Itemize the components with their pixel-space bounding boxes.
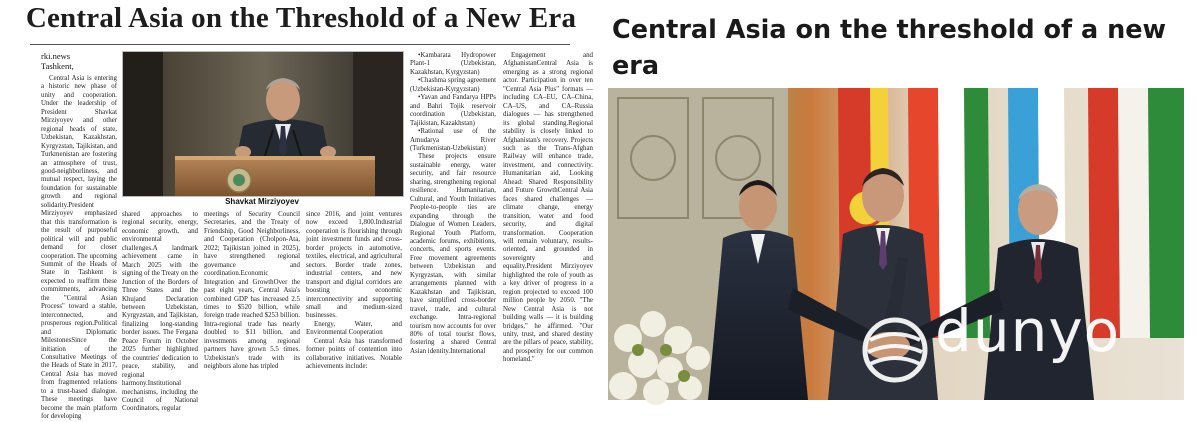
newspaper-clipping <box>0 0 599 421</box>
bullet-yavan: •Yavan and Fandarya HPPs and Bahri Tojik reservoir coordination (Uzbekistan, Tajikistan, Kazakhstan) <box>410 94 496 127</box>
column-4-text-2: Central Asia has transformed former points of contention into collaborative initiatives. Notable achievements include: <box>306 337 402 371</box>
dateline: Tashkent, <box>41 60 74 71</box>
column-5-text: These projects ensure sustainable energy, water security, and fair resource sharing, strengthening regional resilience. Humanitarian, Cultural, and Youth Initiatives People-to-people ties are expanding through the Dialogue of Women Leaders, Regional Youth Platform, academic forums, exhibitions, concerts, and sports events. Free movement agreements between Uzbekistan and Kyrgyzstan, with similar arrangements planned with Kazakhstan and Tajikistan, have simplified cross-border travel, trade, and cultural exchange. Intra-regional tourism now accounts for over 80% of total tourist flows, fostering a shared Central Asian identity.International <box>410 153 496 355</box>
article-column-1 <box>41 75 117 421</box>
article-column-5 <box>410 52 496 415</box>
newspaper-headline: Central Asia on the Threshold of a New Era <box>25 2 577 34</box>
headline-divider <box>30 44 570 45</box>
column-4-subhead: Energy, Water, and Environmental Cooperation <box>306 320 402 337</box>
speaker-photo <box>123 52 403 196</box>
dunyo-logo: dunyo <box>935 297 1121 365</box>
article-column-4 <box>306 211 402 416</box>
column-6-text: Engagement and AfghanistanCentral Asia is emerging as a strong regional actor. Participation in over ten "Central Asia Plus" formats — including CA–EU, CA–China, CA–US, and CA–Russia dialogues — has strengthened its global standing.Regional stability is closely linked to Afghanistan's recovery. Projects such as the Trans-Afghan Railway will enhance trade, investment, and connectivity. Humanitarian aid, Looking Ahead: Shared Responsibility and Future GrowthCentral Asia faces shared challenges — climate change, energy transition, water and food security, and digital transformation. Cooperation will remain voluntary, results-oriented, and grounded in sovereignty and equality.President Mirziyoyev highlighted the role of youth as a key driver of progress in a region projected to exceed 100 million people by 2050. "The New Central Asia is not building walls — it is building bridges," he affirmed. "Our unity, trust, and shared destiny are the pillars of peace, stability, and prosperity for our common homeland." <box>503 52 593 364</box>
photo-caption: Shavkat Mirziyoyev <box>225 197 299 206</box>
article-column-2 <box>122 211 198 416</box>
byline <box>41 52 74 71</box>
bullet-amudarya: •Rational use of the Amudarya River (Turkmenistan-Uzbekistan) <box>410 128 496 152</box>
article-photo <box>122 51 404 197</box>
source-label: rki.news <box>41 51 71 61</box>
article-column-6 <box>503 52 593 415</box>
column-2-text: shared approaches to regional security, energy, economic growth, and environmental challenges.A landmark achievement came in March 2025 with the signing of the Treaty on the Junction of the Borders of Three States and the Khujand Declaration between Uzbekistan, Kyrgyzstan, and Tajikistan, finalizing long-standing border issues. The Fergana Peace Forum in October 2025 further highlighted the countries' dedication to peace, stability, and regional harmony.Institutional mechanisms, including the Council of National Coordinators, regular <box>122 211 198 413</box>
bullet-chashma: •Chashma spring agreement (Uzbekistan-Kyrgyzstan) <box>410 77 496 93</box>
column-3-text: meetings of Security Council Secretaries, and the Treaty of Friendship, Good Neighborliness, and Cooperation (Cholpon-Ata, 2022; Tajikistan joined in 2025), have strengthened regional governance and coordination.Economic Integration and GrowthOver the past eight years, Central Asia's combined GDP has increased 2.5 times to $520 billion, while foreign trade reached $253 billion. Intra-regional trade has nearly doubled to $11 billion, and investments among regional partners have grown 5.5 times. Uzbekistan's trade with its neighbors alone has tripled <box>204 211 300 371</box>
web-headline: Central Asia on the threshold of a new era <box>612 15 1167 81</box>
column-4-text: since 2016, and joint ventures now exceed 1,800.Industrial cooperation is flourishing through joint investment funds and cross-border projects in automotive, textiles, electrical, and agricultural sectors. Border trade zones, industrial centers, and new transport and digital corridors are boosting economic interconnectivity and supporting small and medium-sized businesses. <box>306 211 402 320</box>
column-1-text: Central Asia is entering a historic new phase of unity and cooperation. Under the leadership of President Shavkat Mirziyoyev and other regional heads of state, Uzbekistan, Kazakhstan, Kyrgyzstan, Tajikistan, and Turkmenistan are fostering an atmosphere of trust, good-neighborliness, and mutual respect, laying the foundation for sustainable growth and regional solidarity.President Mirziyoyev emphasized that this transformation is the result of purposeful political will and public demand for closer cooperation. The upcoming Summit of the Heads of State in Tashkent is expected to reaffirm these commitments, advancing the "Central Asian Process" toward a stable, interconnected, and prosperous region.Political and Diplomatic MilestonesSince the initiation of the Consultative Meetings of the Heads of State in 2017, Central Asia has moved from fragmented relations to a trust-based dialogue. These meetings have become the main platform for developing <box>41 75 117 421</box>
bullet-kambarata: •Kambarata Hydropower Plant-1 (Uzbekistan, Kazakhstan, Kyrgyzstan) <box>410 52 496 76</box>
article-column-3 <box>204 211 300 416</box>
